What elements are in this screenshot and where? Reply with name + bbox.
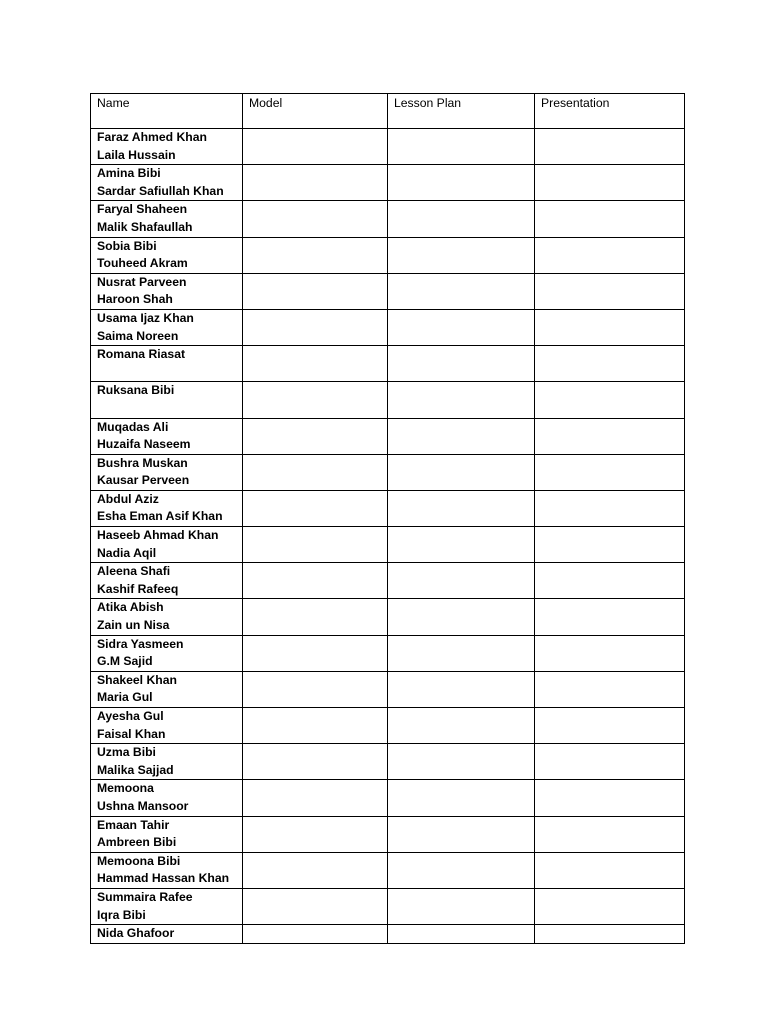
presentation-cell — [535, 671, 685, 707]
student-name: Kausar Perveen — [97, 473, 190, 488]
header-model: Model — [243, 94, 388, 129]
presentation-cell — [535, 382, 685, 418]
header-presentation: Presentation — [535, 94, 685, 129]
table-row — [91, 346, 685, 382]
student-name: Summaira Rafee — [97, 889, 193, 904]
student-name: Saima Noreen — [97, 328, 179, 343]
table-row — [91, 635, 685, 671]
presentation-cell — [535, 346, 685, 382]
student-name: Esha Eman Asif Khan — [97, 509, 223, 524]
lesson-plan-cell — [388, 563, 535, 599]
lesson-plan-cell — [388, 418, 535, 454]
table-row — [91, 888, 685, 924]
student-name: Ambreen Bibi — [97, 835, 177, 850]
presentation-cell — [535, 888, 685, 924]
name-cell — [91, 346, 243, 382]
lesson-plan-cell — [388, 273, 535, 309]
presentation-cell — [535, 599, 685, 635]
lesson-plan-cell — [388, 129, 535, 165]
lesson-plan-cell — [388, 346, 535, 382]
student-name: Sidra Yasmeen — [97, 636, 184, 651]
table-row — [91, 527, 685, 563]
model-cell — [243, 165, 388, 201]
student-name: Ushna Mansoor — [97, 798, 189, 813]
table-row — [91, 382, 685, 418]
lesson-plan-cell — [388, 816, 535, 852]
student-name: Sobia Bibi — [97, 238, 157, 253]
model-cell — [243, 237, 388, 273]
student-name: Sardar Safiullah Khan — [97, 183, 224, 198]
student-name: Laila Hussain — [97, 147, 176, 162]
table-row — [91, 201, 685, 237]
student-name: Haseeb Ahmad Khan — [97, 528, 219, 543]
table-row — [91, 563, 685, 599]
presentation-cell — [535, 780, 685, 816]
student-name: Faisal Khan — [97, 726, 166, 741]
name-cell — [91, 780, 243, 816]
student-name: Usama Ijaz Khan — [97, 310, 194, 325]
model-cell — [243, 780, 388, 816]
name-cell — [91, 165, 243, 201]
lesson-plan-cell — [388, 599, 535, 635]
student-name — [97, 400, 236, 418]
presentation-cell — [535, 527, 685, 563]
table-row — [91, 237, 685, 273]
student-name: Memoona — [97, 781, 154, 796]
student-name: Nusrat Parveen — [97, 274, 187, 289]
model-cell — [243, 454, 388, 490]
presentation-cell — [535, 129, 685, 165]
lesson-plan-cell — [388, 635, 535, 671]
table-row — [91, 165, 685, 201]
student-name: Nadia Aqil — [97, 545, 157, 560]
name-cell — [91, 382, 243, 418]
table-row — [91, 852, 685, 888]
name-cell — [91, 816, 243, 852]
model-cell — [243, 599, 388, 635]
lesson-plan-cell — [388, 925, 535, 944]
presentation-cell — [535, 165, 685, 201]
student-name: Hammad Hassan Khan — [97, 871, 230, 886]
presentation-cell — [535, 816, 685, 852]
lesson-plan-cell — [388, 309, 535, 345]
lesson-plan-cell — [388, 201, 535, 237]
name-cell — [91, 925, 243, 944]
presentation-cell — [535, 852, 685, 888]
student-name: Malik Shafaullah — [97, 219, 193, 234]
presentation-cell — [535, 563, 685, 599]
model-cell — [243, 708, 388, 744]
student-name — [97, 364, 236, 382]
student-name: Faraz Ahmed Khan — [97, 130, 207, 144]
student-name: Memoona Bibi — [97, 853, 181, 868]
student-name: Atika Abish — [97, 600, 164, 615]
student-name: Kashif Rafeeq — [97, 581, 179, 596]
presentation-cell — [535, 744, 685, 780]
name-cell — [91, 527, 243, 563]
lesson-plan-cell — [388, 237, 535, 273]
lesson-plan-cell — [388, 454, 535, 490]
name-cell — [91, 418, 243, 454]
model-cell — [243, 852, 388, 888]
student-name: Abdul Aziz — [97, 491, 159, 506]
presentation-cell — [535, 201, 685, 237]
table-row — [91, 490, 685, 526]
table-row — [91, 708, 685, 744]
presentation-cell — [535, 273, 685, 309]
student-name: Shakeel Khan — [97, 672, 177, 687]
name-cell — [91, 671, 243, 707]
lesson-plan-cell — [388, 165, 535, 201]
lesson-plan-cell — [388, 671, 535, 707]
table-row — [91, 418, 685, 454]
presentation-cell — [535, 490, 685, 526]
student-name: Touheed Akram — [97, 256, 188, 271]
presentation-cell — [535, 237, 685, 273]
model-cell — [243, 346, 388, 382]
name-cell — [91, 273, 243, 309]
name-cell — [91, 852, 243, 888]
model-cell — [243, 490, 388, 526]
student-name: Ruksana Bibi — [97, 383, 175, 398]
student-name: Amina Bibi — [97, 166, 161, 181]
table-row — [91, 129, 685, 165]
model-cell — [243, 273, 388, 309]
student-name: Huzaifa Naseem — [97, 437, 191, 452]
model-cell — [243, 527, 388, 563]
model-cell — [243, 635, 388, 671]
presentation-cell — [535, 635, 685, 671]
roster-table — [90, 93, 685, 944]
student-name: Romana Riasat — [97, 347, 186, 362]
name-cell — [91, 490, 243, 526]
presentation-cell — [535, 309, 685, 345]
student-name: Uzma Bibi — [97, 745, 156, 760]
lesson-plan-cell — [388, 744, 535, 780]
lesson-plan-cell — [388, 490, 535, 526]
student-name: Maria Gul — [97, 690, 153, 705]
lesson-plan-cell — [388, 888, 535, 924]
student-name: Malika Sajjad — [97, 762, 174, 777]
presentation-cell — [535, 418, 685, 454]
table-row — [91, 744, 685, 780]
student-name: Faryal Shaheen — [97, 202, 188, 217]
model-cell — [243, 671, 388, 707]
name-cell — [91, 201, 243, 237]
table-row — [91, 599, 685, 635]
model-cell — [243, 382, 388, 418]
student-name: Zain un Nisa — [97, 618, 170, 633]
student-name: Muqadas Ali — [97, 419, 169, 434]
name-cell — [91, 454, 243, 490]
table-row — [91, 309, 685, 345]
student-name: Nida Ghafoor — [97, 926, 175, 941]
lesson-plan-cell — [388, 708, 535, 744]
name-cell — [91, 563, 243, 599]
presentation-cell — [535, 925, 685, 944]
table-row — [91, 671, 685, 707]
student-name: G.M Sajid — [97, 654, 153, 669]
model-cell — [243, 309, 388, 345]
name-cell — [91, 599, 243, 635]
model-cell — [243, 816, 388, 852]
model-cell — [243, 563, 388, 599]
student-name: Iqra Bibi — [97, 907, 146, 922]
presentation-cell — [535, 708, 685, 744]
student-name: Ayesha Gul — [97, 709, 164, 723]
name-cell — [91, 635, 243, 671]
table-row — [91, 925, 685, 944]
name-cell — [91, 129, 243, 165]
table-row — [91, 273, 685, 309]
model-cell — [243, 925, 388, 944]
model-cell — [243, 129, 388, 165]
model-cell — [243, 888, 388, 924]
model-cell — [243, 744, 388, 780]
table-row — [91, 816, 685, 852]
name-cell — [91, 888, 243, 924]
lesson-plan-cell — [388, 527, 535, 563]
table-header-row — [91, 94, 685, 129]
name-cell — [91, 237, 243, 273]
lesson-plan-cell — [388, 382, 535, 418]
name-cell — [91, 744, 243, 780]
name-cell — [91, 708, 243, 744]
name-cell — [91, 309, 243, 345]
table-row — [91, 454, 685, 490]
model-cell — [243, 418, 388, 454]
roster-body — [91, 129, 685, 944]
model-cell — [243, 201, 388, 237]
student-name: Bushra Muskan — [97, 455, 188, 470]
student-name: Emaan Tahir — [97, 817, 170, 832]
header-lesson-plan: Lesson Plan — [388, 94, 535, 129]
header-name: Name — [91, 94, 243, 129]
student-name: Aleena Shafi — [97, 564, 171, 579]
student-name: Haroon Shah — [97, 292, 173, 307]
presentation-cell — [535, 454, 685, 490]
table-row — [91, 780, 685, 816]
lesson-plan-cell — [388, 780, 535, 816]
lesson-plan-cell — [388, 852, 535, 888]
